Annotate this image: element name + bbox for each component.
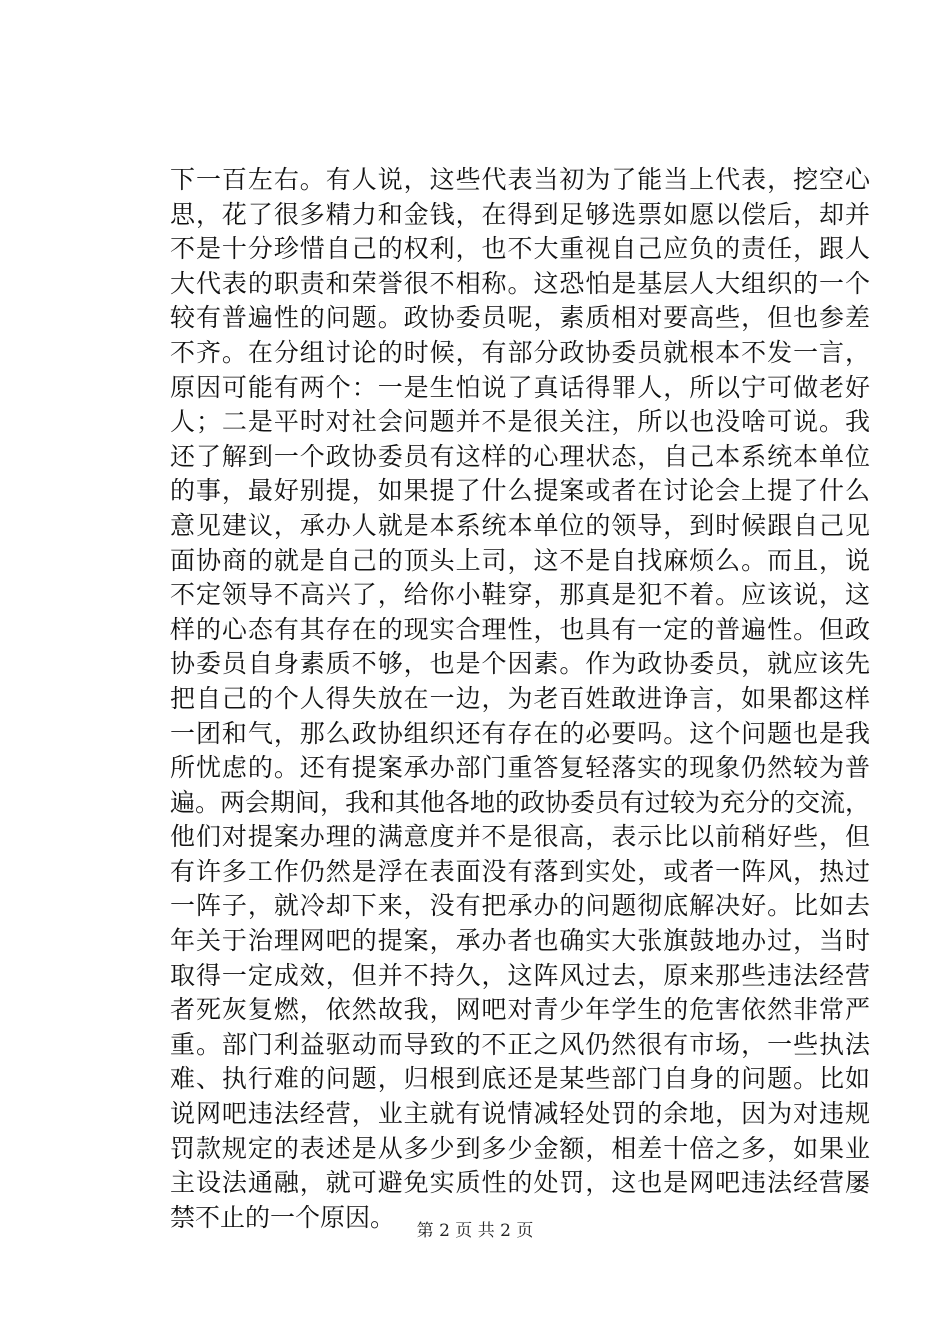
page-footer: 第 2 页 共 2 页: [416, 1221, 534, 1241]
text-line: 面协商的就是自己的顶头上司，这不是自找麻烦么。而且，说: [170, 545, 870, 575]
text-line: 不齐。在分组讨论的时候，有部分政协委员就根本不发一言，: [170, 337, 870, 367]
text-line: 样的心态有其存在的现实合理性，也具有一定的普遍性。但政: [170, 614, 870, 644]
text-line: 大代表的职责和荣誉很不相称。这恐怕是基层人大组织的一个: [170, 268, 870, 298]
text-line: 禁不止的一个原因。: [170, 1202, 396, 1232]
text-line: 还了解到一个政协委员有这样的心理状态，自己本系统本单位: [170, 441, 870, 471]
text-line: 主设法通融，就可避免实质性的处罚，这也是网吧违法经营屡: [170, 1168, 870, 1198]
text-line: 协委员自身素质不够，也是个因素。作为政协委员，就应该先: [170, 649, 870, 679]
text-line: 难、执行难的问题，归根到底还是某些部门自身的问题。比如: [170, 1064, 870, 1094]
text-line: 有许多工作仍然是浮在表面没有落到实处，或者一阵风，热过: [170, 856, 870, 886]
text-line: 说网吧违法经营，业主就有说情减轻处罚的余地，因为对违规: [170, 1099, 870, 1129]
text-line: 年关于治理网吧的提案，承办者也确实大张旗鼓地办过，当时: [170, 926, 870, 956]
text-line: 原因可能有两个：一是生怕说了真话得罪人，所以宁可做老好: [170, 372, 870, 402]
text-line: 较有普遍性的问题。政协委员呢，素质相对要高些，但也参差: [170, 303, 870, 333]
text-line: 下一百左右。有人说，这些代表当初为了能当上代表，挖空心: [170, 165, 870, 194]
text-line: 遍。两会期间，我和其他各地的政协委员有过较为充分的交流，: [170, 787, 871, 817]
body-text: [170, 163, 870, 1235]
text-line: 罚款规定的表述是从多少到多少金额，相差十倍之多，如果业: [170, 1133, 870, 1163]
text-line: 者死灰复燃，依然故我，网吧对青少年学生的危害依然非常严: [170, 995, 870, 1025]
text-line: 他们对提案办理的满意度并不是很高，表示比以前稍好些，但: [170, 822, 870, 852]
text-line: 重。部门利益驱动而导致的不正之风仍然很有市场，一些执法: [170, 1029, 870, 1059]
text-line: 的事，最好别提，如果提了什么提案或者在讨论会上提了什么: [170, 476, 870, 506]
text-line: 一阵子，就冷却下来，没有把承办的问题彻底解决好。比如去: [170, 891, 870, 921]
text-line: 不定领导不高兴了，给你小鞋穿，那真是犯不着。应该说，这: [170, 580, 870, 610]
text-line: 取得一定成效，但并不持久，这阵风过去，原来那些违法经营: [170, 960, 870, 990]
text-line: 把自己的个人得失放在一边，为老百姓敢进诤言，如果都这样: [170, 683, 870, 713]
text-line: 人；二是平时对社会问题并不是很关注，所以也没啥可说。我: [170, 407, 870, 437]
text-line: 一团和气，那么政协组织还有存在的必要吗。这个问题也是我: [170, 718, 870, 748]
text-line: 不是十分珍惜自己的权利，也不大重视自己应负的责任，跟人: [170, 234, 870, 264]
text-line: 意见建议，承办人就是本系统本单位的领导，到时候跟自己见: [170, 510, 870, 540]
text-line: 思，花了很多精力和金钱，在得到足够选票如愿以偿后，却并: [170, 199, 870, 229]
text-line: 所忧虑的。还有提案承办部门重答复轻落实的现象仍然较为普: [170, 753, 870, 783]
